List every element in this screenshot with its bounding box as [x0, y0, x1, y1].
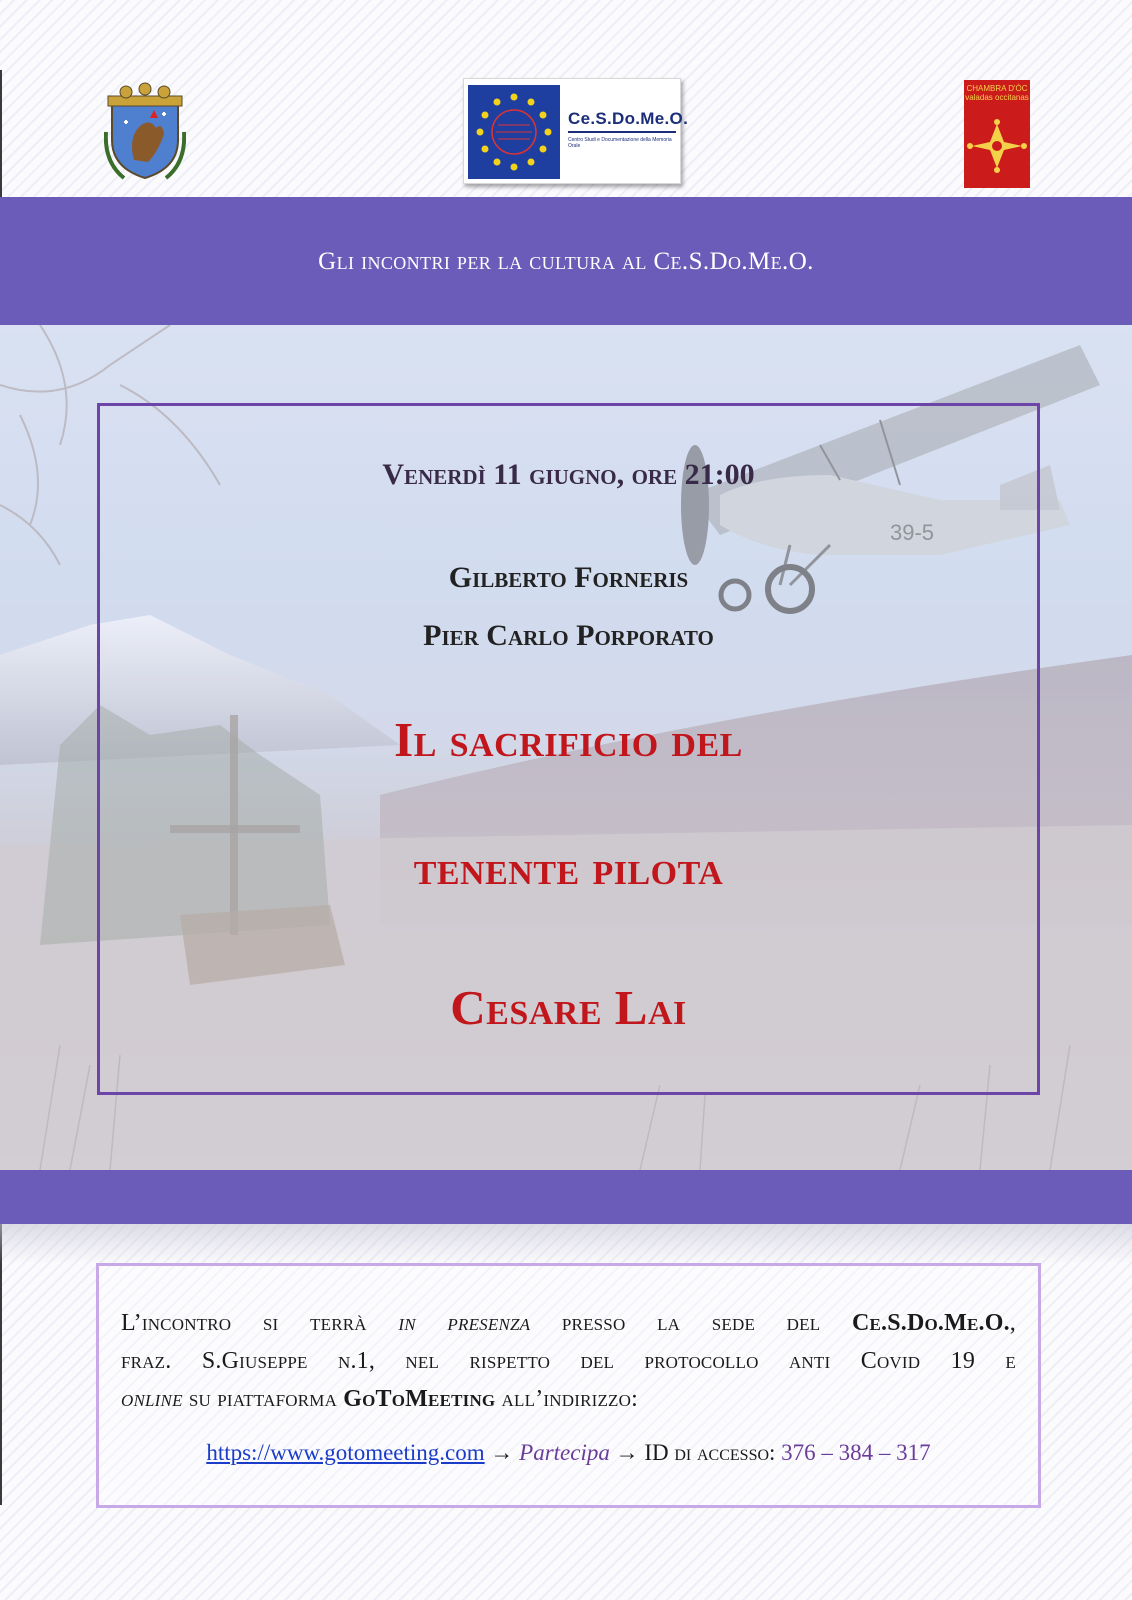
partecipa-step: Partecipa	[519, 1440, 610, 1465]
cesdomeo-logo-name: Ce.S.Do.Me.O.	[568, 109, 689, 128]
logo-underline	[568, 131, 676, 133]
cesdomeo-logo	[463, 78, 689, 184]
info-paragraph	[121, 1304, 1016, 1418]
plane-marking: 39-5	[890, 520, 935, 545]
info-line-3: online su piattaforma GoToMeeting all’indirizzo:	[121, 1386, 638, 1412]
info-line-1: L’incontro si terrà in presenza presso la sede del Ce.S.Do.Me.O.,	[121, 1310, 1016, 1336]
chambra-doc-logo-text: CHAMBRA D'ÒC valadas occitanas	[965, 84, 1029, 102]
event-title-line: tenente pilota	[413, 840, 724, 895]
access-line	[99, 1440, 1038, 1466]
arrow: →	[484, 1440, 520, 1465]
info-box	[96, 1263, 1041, 1508]
series-title-band	[0, 197, 1132, 325]
bottom-fade	[0, 1224, 1132, 1264]
event-box	[97, 403, 1040, 1095]
event-title-line: Cesare Lai	[450, 980, 687, 1035]
cesdomeo-logo-subtitle: Centro Studi e Documentazione della Memoria Orale	[568, 137, 672, 149]
chambra-doc-logo	[964, 80, 1030, 188]
municipal-coat-of-arms-logo	[104, 82, 186, 184]
gotomeeting-link[interactable]: https://www.gotomeeting.com	[206, 1440, 485, 1465]
arrow: →	[609, 1440, 645, 1465]
author-name: Gilberto Forneris	[448, 561, 689, 594]
event-date: Venerdì 11 giugno, ore 21:00	[382, 458, 755, 491]
occitan-cross-icon	[964, 80, 1030, 188]
access-id-label: ID di accesso:	[644, 1440, 782, 1465]
series-title: Gli incontri per la cultura al Ce.S.Do.Me.O.	[318, 248, 814, 275]
info-line-2: fraz. S.Giuseppe n.1, nel rispetto del protocollo anti Covid 19 e	[121, 1348, 1016, 1374]
eu-stars-icon	[468, 85, 560, 179]
bottom-band	[0, 1170, 1132, 1224]
author-name: Pier Carlo Porporato	[423, 619, 714, 652]
event-title-line: Il sacrificio del	[394, 712, 743, 767]
access-code: 376 – 384 – 317	[781, 1440, 931, 1465]
